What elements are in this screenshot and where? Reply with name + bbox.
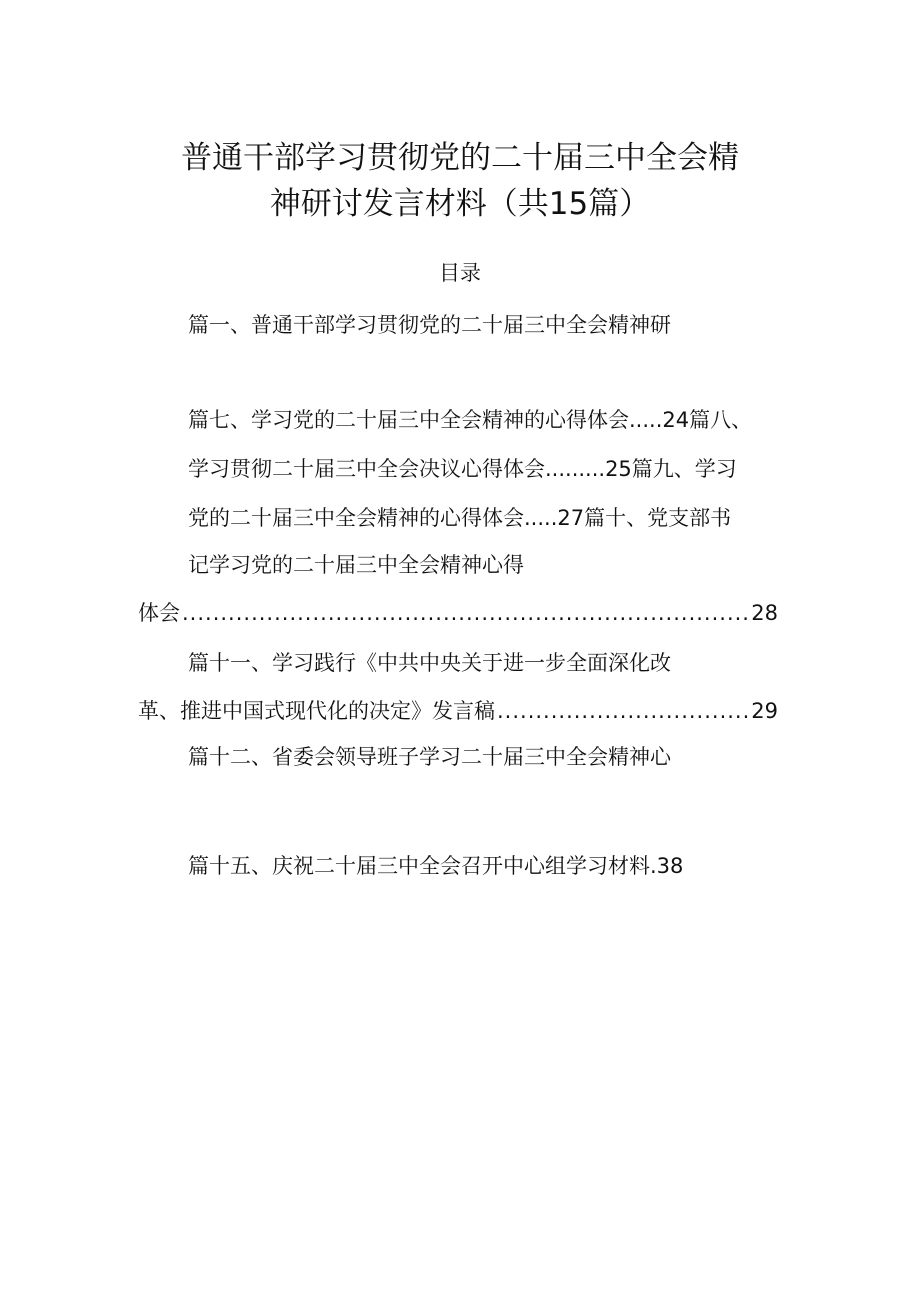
toc-entry-11-continued[interactable] [138, 696, 778, 726]
toc-entry-11[interactable]: 篇十一、学习践行《中共中央关于进一步全面深化改 [188, 651, 671, 675]
toc-page-number: 29 [751, 699, 778, 723]
document-title-line-1: 普通干部学习贯彻党的二十届三中全会精 [181, 140, 739, 176]
toc-entry-10[interactable]: 记学习党的二十届三中全会精神心得 [188, 553, 524, 577]
toc-entry-text: 革、推进中国式现代化的决定》发言稿 [138, 699, 495, 723]
toc-entry-9[interactable]: 党的二十届三中全会精神的心得体会.....27篇十、党支部书 [188, 506, 732, 530]
toc-entry-1[interactable]: 篇一、普通干部学习贯彻党的二十届三中全会精神研 [188, 313, 671, 337]
toc-entry-7[interactable]: 篇七、学习党的二十届三中全会精神的心得体会.....24篇八、 [188, 408, 753, 432]
toc-entry-text: 体会 [138, 601, 180, 625]
toc-entry-15[interactable]: 篇十五、庆祝二十届三中全会召开中心组学习材料.38 [188, 854, 684, 878]
dot-leader [182, 598, 749, 628]
toc-heading: 目录 [439, 261, 481, 285]
dot-leader [497, 696, 749, 726]
toc-page-number: 28 [751, 601, 778, 625]
toc-entry-12[interactable]: 篇十二、省委会领导班子学习二十届三中全会精神心 [188, 745, 671, 769]
toc-entry-10-continued[interactable] [138, 598, 778, 628]
document-title-line-2: 神研讨发言材料（共15篇） [269, 186, 651, 222]
toc-entry-8[interactable]: 学习贯彻二十届三中全会决议心得体会.........25篇九、学习 [188, 457, 737, 481]
